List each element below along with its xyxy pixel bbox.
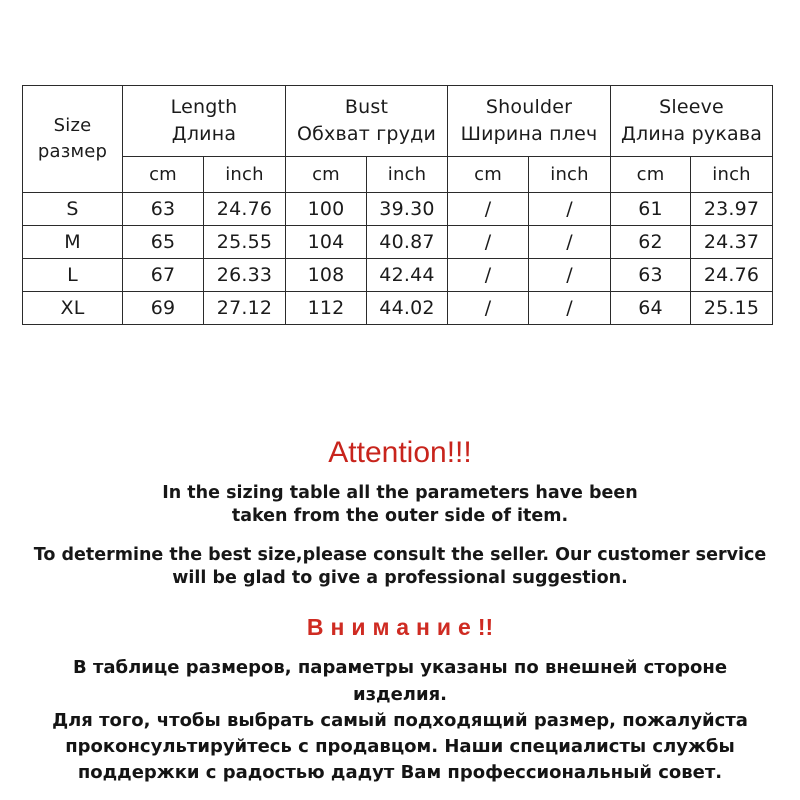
table-row	[23, 226, 773, 259]
table-row	[23, 193, 773, 226]
cell-sleeve-cm: 63	[611, 259, 691, 292]
length-header-ru: Длина	[171, 123, 237, 145]
notice-paragraph-en-1	[0, 482, 800, 528]
cell-length-inch: 26.33	[204, 259, 286, 292]
cell-sleeve-cm: 62	[611, 226, 691, 259]
cell-shoulder-cm: /	[448, 226, 529, 259]
size-chart-table-container	[22, 85, 772, 325]
notice-paragraph-en-2	[0, 544, 800, 590]
unit-header-shoulder-cm: cm	[448, 157, 529, 193]
notice-ru-line-2: Для того, чтобы выбрать самый подходящий размер, пожалуйста	[52, 709, 748, 731]
notice-en-2-line-2: will be glad to give a professional suggestion.	[172, 568, 628, 589]
unit-header-length-inch: inch	[204, 157, 286, 193]
cell-sleeve-cm: 61	[611, 193, 691, 226]
cell-length-cm: 65	[123, 226, 204, 259]
attention-heading-en: Attention!!!	[328, 436, 472, 469]
notice-en-1-line-1: In the sizing table all the parameters have been	[162, 483, 638, 503]
row-size-label: XL	[23, 292, 123, 325]
size-chart-table	[22, 85, 773, 325]
notice-en-1-line-2: taken from the outer side of item.	[231, 506, 569, 527]
cell-sleeve-inch: 25.15	[691, 292, 773, 325]
unit-header-shoulder-inch: inch	[529, 157, 611, 193]
column-header-size	[23, 86, 123, 193]
cell-sleeve-inch: 23.97	[691, 193, 773, 226]
unit-header-bust-cm: cm	[286, 157, 367, 193]
table-row	[23, 259, 773, 292]
cell-sleeve-cm: 64	[611, 292, 691, 325]
notice-ru-line-1: В таблице размеров, параметры указаны по внешней стороне изделия.	[72, 657, 728, 705]
column-header-sleeve	[611, 86, 773, 157]
bust-header-ru: Обхват груди	[296, 123, 437, 145]
notice-block	[0, 438, 800, 787]
cell-length-inch: 25.55	[204, 226, 286, 259]
cell-shoulder-inch: /	[529, 259, 611, 292]
attention-ru-word: Внимание	[306, 614, 478, 641]
sleeve-header-ru: Длина рукава	[620, 123, 763, 145]
column-header-shoulder	[448, 86, 611, 157]
table-body	[23, 193, 773, 325]
size-header-en: Size	[53, 115, 92, 137]
cell-shoulder-inch: /	[529, 193, 611, 226]
cell-shoulder-cm: /	[448, 193, 529, 226]
cell-bust-inch: 39.30	[367, 193, 448, 226]
table-header-row-groups	[23, 86, 773, 157]
size-header-ru: размер	[37, 141, 108, 162]
table-header	[23, 86, 773, 193]
cell-length-cm: 63	[123, 193, 204, 226]
shoulder-header-en: Shoulder	[485, 96, 573, 119]
notice-en-2-line-1: To determine the best size,please consult the seller. Our customer service	[33, 545, 767, 566]
unit-header-sleeve-inch: inch	[691, 157, 773, 193]
table-header-row-units	[23, 157, 773, 193]
cell-bust-inch: 42.44	[367, 259, 448, 292]
cell-length-inch: 27.12	[204, 292, 286, 325]
cell-shoulder-cm: /	[448, 259, 529, 292]
table-row	[23, 292, 773, 325]
unit-header-bust-inch: inch	[367, 157, 448, 193]
shoulder-header-ru: Ширина плеч	[460, 123, 598, 145]
length-header-en: Length	[170, 96, 238, 119]
attention-heading-ru	[0, 616, 800, 639]
notice-paragraph-ru	[0, 655, 800, 786]
bust-header-en: Bust	[344, 96, 389, 119]
notice-ru-line-3: проконсультируйтесь с продавцом. Наши специалисты службы	[65, 736, 735, 758]
row-size-label: M	[23, 226, 123, 259]
cell-sleeve-inch: 24.37	[691, 226, 773, 259]
cell-length-cm: 69	[123, 292, 204, 325]
cell-length-inch: 24.76	[204, 193, 286, 226]
cell-bust-inch: 40.87	[367, 226, 448, 259]
cell-bust-cm: 112	[286, 292, 367, 325]
column-header-bust	[286, 86, 448, 157]
cell-length-cm: 67	[123, 259, 204, 292]
cell-shoulder-inch: /	[529, 292, 611, 325]
cell-bust-cm: 104	[286, 226, 367, 259]
unit-header-sleeve-cm: cm	[611, 157, 691, 193]
notice-ru-line-4: поддержки с радостью дадут Вам профессиональный совет.	[77, 762, 723, 784]
attention-ru-bangs: !!	[477, 614, 494, 641]
cell-shoulder-inch: /	[529, 226, 611, 259]
unit-header-length-cm: cm	[123, 157, 204, 193]
cell-sleeve-inch: 24.76	[691, 259, 773, 292]
row-size-label: L	[23, 259, 123, 292]
column-header-length	[123, 86, 286, 157]
cell-bust-cm: 108	[286, 259, 367, 292]
sleeve-header-en: Sleeve	[659, 96, 724, 119]
cell-bust-cm: 100	[286, 193, 367, 226]
row-size-label: S	[23, 193, 123, 226]
cell-bust-inch: 44.02	[367, 292, 448, 325]
cell-shoulder-cm: /	[448, 292, 529, 325]
